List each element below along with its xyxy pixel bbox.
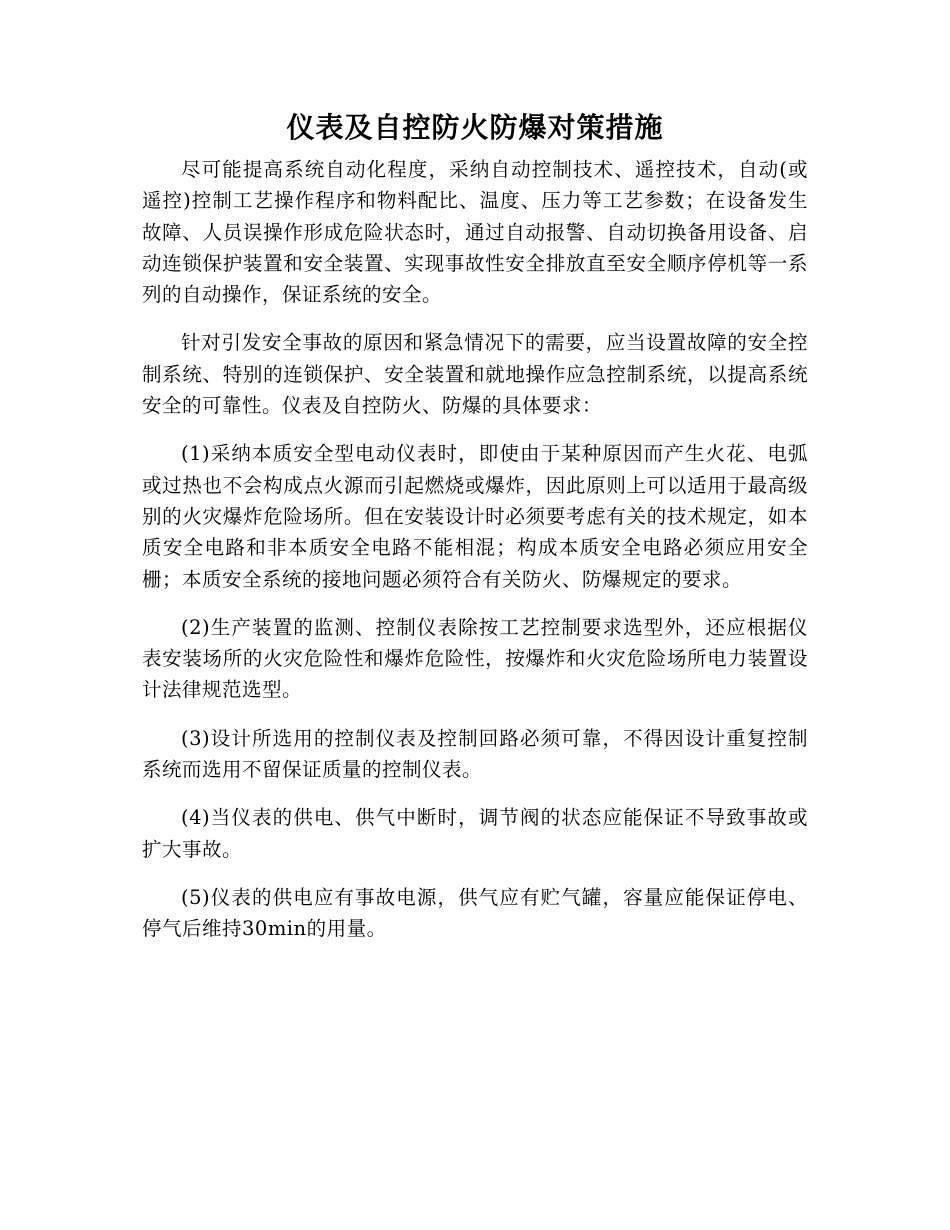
- paragraph-item-4: (4)当仪表的供电、供气中断时，调节阀的状态应能保证不导致事故或扩大事故。: [142, 806, 808, 861]
- paragraph-item-5: (5)仪表的供电应有事故电源，供气应有贮气罐，容量应能保证停电、停气后维持30min的用量。: [142, 885, 808, 941]
- document-title: 仪表及自控防火防爆对策措施: [286, 111, 664, 144]
- paragraph-item-1: (1)采纳本质安全型电动仪表时，即使由于某种原因而产生火花、电弧或过热也不会构成点火源而引起燃烧或爆炸，因此原则上可以适用于最高级别的火灾爆炸危险场所。但在安装设计时必须要考虑有关的技术规定，如本质安全电路和非本质安全电路不能相混；构成本质安全电路必须应用安全栅；本质安全系统的接地问题必须符合有关防火、防爆规定的要求。: [142, 442, 808, 591]
- document-page: [142, 108, 808, 962]
- paragraph-intro: 尽可能提高系统自动化程度，采纳自动控制技术、遥控技术，自动(或遥控)控制工艺操作程序和物料配比、温度、压力等工艺参数；在设备发生故障、人员误操作形成危险状态时，通过自动报警、自动切换备用设备、启动连锁保护装置和安全装置、实现事故性安全排放直至安全顺序停机等一系列的自动操作，保证系统的安全。: [142, 158, 808, 307]
- paragraph-requirements: 针对引发安全事故的原因和紧急情况下的需要，应当设置故障的安全控制系统、特别的连锁保护、安全装置和就地操作应急控制系统，以提高系统安全的可靠性。仪表及自控防火、防爆的具体要求：: [142, 331, 808, 418]
- paragraph-item-3: (3)设计所选用的控制仪表及控制回路必须可靠，不得因设计重复控制系统而选用不留保证质量的控制仪表。: [142, 726, 808, 782]
- paragraph-item-2: (2)生产装置的监测、控制仪表除按工艺控制要求选型外，还应根据仪表安装场所的火灾危险性和爆炸危险性，按爆炸和火灾危险场所电力装置设计法律规范选型。: [142, 615, 808, 702]
